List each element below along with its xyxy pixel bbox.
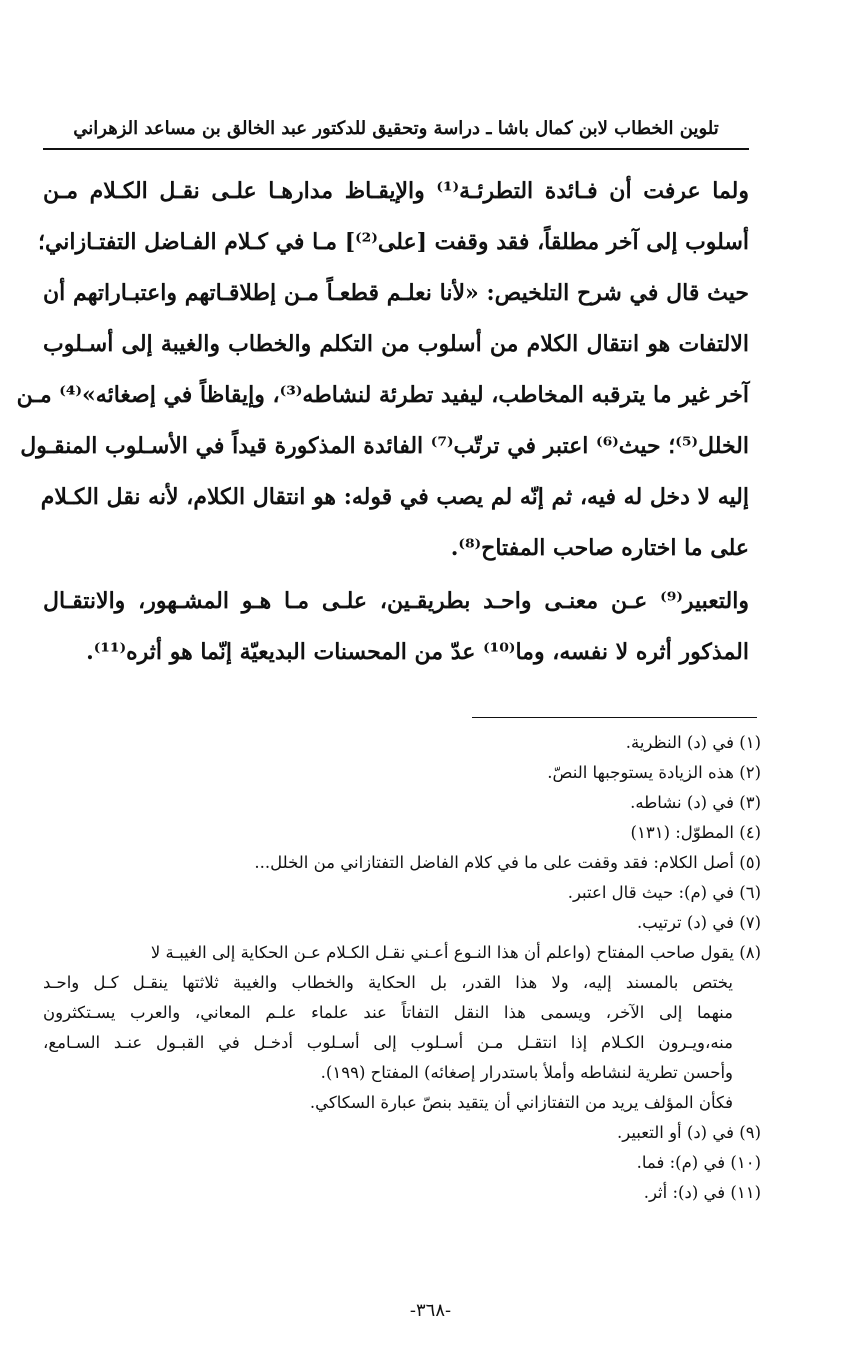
running-head: تلوين الخطاب لابن كمال باشا ـ دراسة وتحقيق للدكتور عبد الخالق بن مساعد الزهراني [73, 118, 719, 139]
text-line: المذكور أثره لا نفسه، وما⁽¹⁰⁾ عدّ من المحسنات البديعيّة إنّما هو أثره⁽¹¹⁾. [86, 639, 749, 665]
footnote-continuation: منه،ويـرون الكـلام إذا انتقـل مـن أسـلوب إلى أسـلوب أدخـل في القبـول عنـد السـامع، [43, 1033, 733, 1052]
footnote: (٤) المطوّل: (١٣١) [630, 823, 761, 842]
footnote: (١٠) في (م): فما. [636, 1153, 761, 1172]
text-line: على ما اختاره صاحب المفتاح⁽⁸⁾. [450, 535, 749, 561]
footnote: (٣) في (د) نشاطه. [630, 793, 761, 812]
text-line: الالتفات هو انتقال الكلام من أسلوب من التكلم والخطاب والغيبة إلى أسـلوب [43, 331, 750, 357]
footnote: (٦) في (م): حيث قال اعتبر. [567, 883, 761, 902]
text-line: الخلل⁽⁵⁾؛ حيث⁽⁶⁾ اعتبر في ترتّب⁽⁷⁾ الفائدة المذكورة قيداً في الأسـلوب المنقـول [20, 433, 749, 459]
footnotes [43, 728, 761, 1208]
footnote: (٧) في (د) ترتيب. [636, 913, 761, 932]
text-line: أسلوب إلى آخر مطلقاً، فقد وقفت [على⁽²⁾] مـا في كـلام الفـاضل التفتـازاني؛ [37, 229, 749, 255]
footnote-continuation: وأحسن تطرية لنشاطه وأملأ باستدرار إصغائه) المفتاح (١٩٩). [320, 1063, 733, 1082]
footnote: (٥) أصل الكلام: فقد وقفت على ما في كلام الفاضل التفتازاني من الخلل... [254, 853, 761, 872]
footnote-continuation: منهما إلى الآخر، ويسمى هذا النقل التفاتاً عند علماء علـم المعاني، والعرب يسـتكثرون [43, 1003, 733, 1022]
footnote-note: فكأن المؤلف يريد من التفتازاني أن يتقيد بنصّ عبارة السكاكي. [309, 1093, 733, 1112]
page-number: -٣٦٨- [409, 1300, 452, 1321]
footnote: (٢) هذه الزيادة يستوجبها النصّ. [547, 763, 761, 782]
header-rule [43, 148, 749, 150]
footnote-rule [472, 717, 757, 718]
footnote: (٨) يقول صاحب المفتاح (واعلم أن هذا النـوع أعـني نقـل الكـلام عـن الحكاية إلى الغيبـة لا [150, 943, 761, 962]
footnote-continuation: يختص بالمسند إليه، ولا هذا القدر، بل الحكاية والخطاب والغيبة ثلاثتها ينقـل كـل واحـد [43, 973, 733, 992]
text-line: حيث قال في شرح التلخيص: «لأنا نعلـم قطعـاً مـن إطلاقـاتهم واعتبـاراتهم أن [43, 280, 749, 306]
footnote: (١١) في (د): أثر. [643, 1183, 761, 1202]
footnote: (١) في (د) النظرية. [625, 733, 761, 752]
text-line: إليه لا دخل له فيه، ثم إنّه لم يصب في قوله: هو انتقال الكلام، لأنه نقل الكـلام [40, 484, 749, 510]
text-line: آخر غير ما يترقبه المخاطب، ليفيد تطرئة لنشاطه⁽³⁾، وإيقاظاً في إصغائه»⁽⁴⁾ مـن [16, 382, 749, 408]
text-line: والتعبير⁽⁹⁾ عـن معنـى واحـد بطريقـين، علـى مـا هـو المشـهور، والانتقـال [43, 588, 749, 614]
text-line: ولما عرفت أن فـائدة التطرئـة⁽¹⁾ والإيقـاظ مدارهـا علـى نقـل الكـلام مـن [43, 178, 749, 204]
footnote: (٩) في (د) أو التعبير. [616, 1123, 761, 1142]
main-text [16, 166, 750, 678]
